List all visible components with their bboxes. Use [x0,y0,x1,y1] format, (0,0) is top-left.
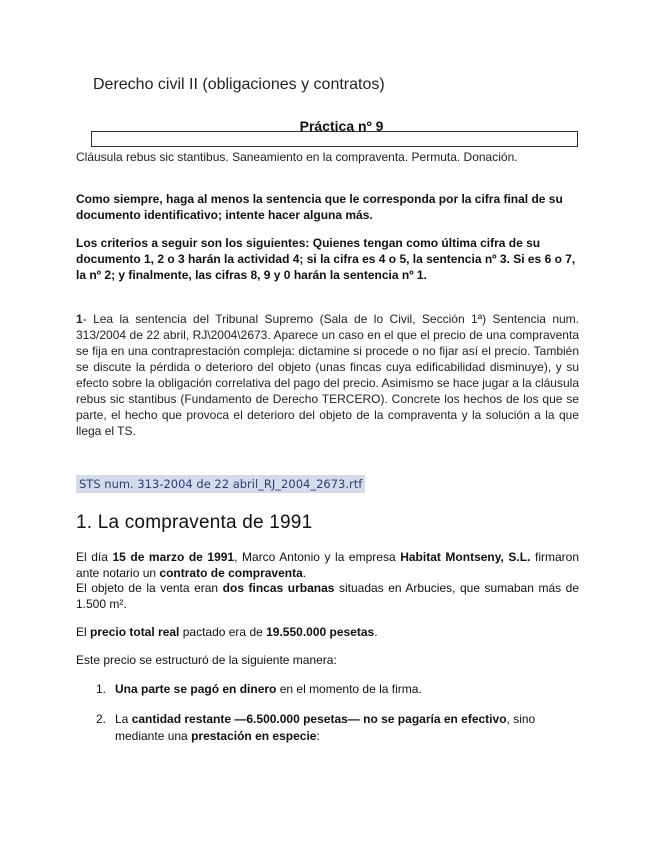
exercise-number: 1 [76,312,83,326]
contract-bold: contrato de compraventa [159,566,303,580]
text-run: situadas en Arbucies, que sumaban más de 1.500 m². [76,581,579,611]
exercise-1 [76,311,579,439]
section-paragraph-3 [76,624,579,640]
section-heading: 1. La compraventa de 1991 [76,512,313,533]
text-run: Una parte se pagó en dinero [115,682,277,696]
list-number: 1. [96,682,107,696]
text-run: pactado era de [179,625,267,639]
price-value-bold: 19.550.000 pesetas [266,625,375,639]
text-run: . [302,566,307,580]
text-run: . [374,625,378,639]
text-run: El objeto de la venta eran [76,581,223,595]
date-bold: 15 de marzo de 1991 [112,550,235,564]
text-run: cantidad restante —6.500.000 pesetas— no se pagaría en efectivo [131,712,507,726]
text-run: : [316,729,320,743]
list-text [115,711,578,745]
list-number: 2. [96,712,107,726]
instructions-paragraph-1: Como siempre, haga al menos la sentencia que le corresponda por la cifra final de su documento identificativo; intente hacer alguna más. [76,192,563,222]
attachment-file-link[interactable]: STS num. 313-2004 de 22 abril_RJ_2004_2673.rtf [76,475,365,493]
text-run: prestación en especie [191,729,317,743]
company-bold: Habitat Montseny, S.L. [400,550,531,564]
practica-subtitle: Cláusula rebus sic stantibus. Saneamiento en la compraventa. Permuta. Donación. [76,150,518,164]
list-item [96,681,578,698]
list-item [96,711,578,745]
text-run: , Marco Antonio y la empresa [234,550,401,564]
section-paragraph-2 [76,580,579,612]
section-paragraph-4: Este precio se estructuró de la siguiente manera: [76,653,337,667]
instructions-paragraph-2: Los criterios a seguir son los siguientes: Quienes tengan como última cifra de su documento 1, 2 o 3 harán la actividad 4; si la cifra es 4 o 5, la sentencia nº 3. Si es 6 o 7, la nº 2; y finalmente, las cifras 8, 9 y 0 harán la sentencia nº 1. [76,236,576,282]
text-run: , sino mediante una [115,712,536,743]
price-label-bold: precio total real [90,625,180,639]
course-title: Derecho civil II (obligaciones y contratos) [93,76,385,93]
text-run: El día [76,550,113,564]
text-run: El [76,625,91,639]
practica-title: Práctica nº 9 [299,118,384,134]
exercise-text: - Lea la sentencia del Tribunal Supremo (Sala de lo Civil, Sección 1ª) Sentencia num. 313/2004 de 22 abril, RJ\2004\2673. Aparece un caso en el que el precio de una compraventa se fija en una contraprestación compleja: dictamine si procede o no fijar así el precio. También se discute la pérdida o deterioro del objeto (unas fincas cuya edificabilidad disminuye), y su efecto sobre la obligación correlativa del pago del precio. Asimismo se hace jugar a la cláusula rebus sic stantibus (Fundamento de Derecho TERCERO). Concrete los hechos de los que se parte, el hecho que provoca el deterioro del objeto de la compraventa y la solución a la que llega el TS. [76,312,579,438]
text-run: en el momento de la firma. [276,682,422,696]
fincas-bold: dos fincas urbanas [222,581,335,595]
text-run: firmaron ante notario un [76,550,579,580]
text-run: La [115,712,132,726]
list-text [115,681,578,698]
section-paragraph-1 [76,549,579,581]
